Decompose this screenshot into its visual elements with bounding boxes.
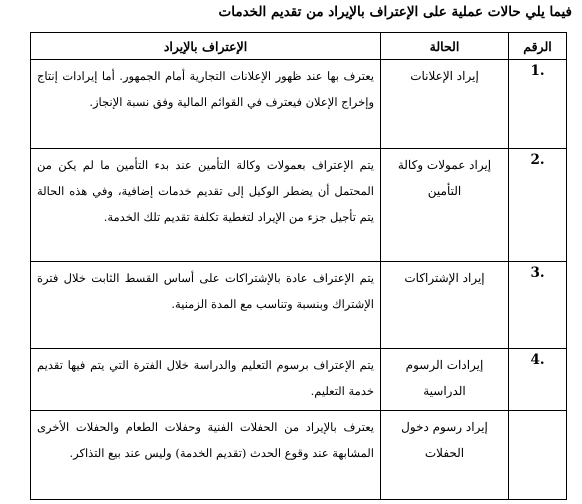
- row-number: .4: [509, 349, 567, 411]
- revenue-recognition-table: [30, 32, 567, 500]
- table-row: [31, 349, 567, 411]
- row-case: إيراد الإعلانات: [381, 60, 509, 149]
- row-number: .3: [509, 262, 567, 349]
- row-case: إيراد رسوم دخول الحفلات: [381, 411, 509, 500]
- table-row: [31, 149, 567, 262]
- row-recognition: يتم الإعتراف عادة بالإشتراكات على أساس القسط الثابت خلال فترة الإشتراك وبنسبة وتناسب مع المدة الزمنية.: [31, 262, 381, 349]
- header-case: الحالة: [381, 33, 509, 60]
- row-recognition: يتم الإعتراف برسوم التعليم والدراسة خلال الفترة التي يتم فيها تقديم خدمة التعليم.: [31, 349, 381, 411]
- table-row: [31, 262, 567, 349]
- row-recognition: يعترف بالإيراد من الحفلات الفنية وحفلات الطعام والحفلات الأخرى المشابهة عند وقوع الحدث (تقديم الخدمة) وليس عند بيع التذاكر.: [31, 411, 381, 500]
- row-case: إيراد عمولات وكالة التأمين: [381, 149, 509, 262]
- row-number: .2: [509, 149, 567, 262]
- row-recognition: يتم الإعتراف بعمولات وكالة التأمين عند بدء التأمين ما لم يكن من المحتمل أن يضطر الوكيل إلى تقديم خدمات إضافية، وفي هذه الحالة يتم تأجيل جزء من الإيراد لتغطية تكلفة تقديم تلك الخدمة.: [31, 149, 381, 262]
- row-number: [509, 411, 567, 500]
- table-row: [31, 60, 567, 149]
- row-case: إيرادات الرسوم الدراسية: [381, 349, 509, 411]
- row-recognition: يعترف بها عند ظهور الإعلانات التجارية أمام الجمهور. أما إيرادات إنتاج وإخراج الإعلان فيعترف في القوائم المالية وفق نسبة الإنجاز.: [31, 60, 381, 149]
- section-heading: فيما يلي حالات عملية على الإعتراف بالإيراد من تقديم الخدمات: [218, 4, 572, 20]
- table-header-row: [31, 33, 567, 60]
- header-recognition: الإعتراف بالإيراد: [31, 33, 381, 60]
- table-row: [31, 411, 567, 500]
- row-case: إيراد الإشتراكات: [381, 262, 509, 349]
- header-number: الرقم: [509, 33, 567, 60]
- row-number: .1: [509, 60, 567, 149]
